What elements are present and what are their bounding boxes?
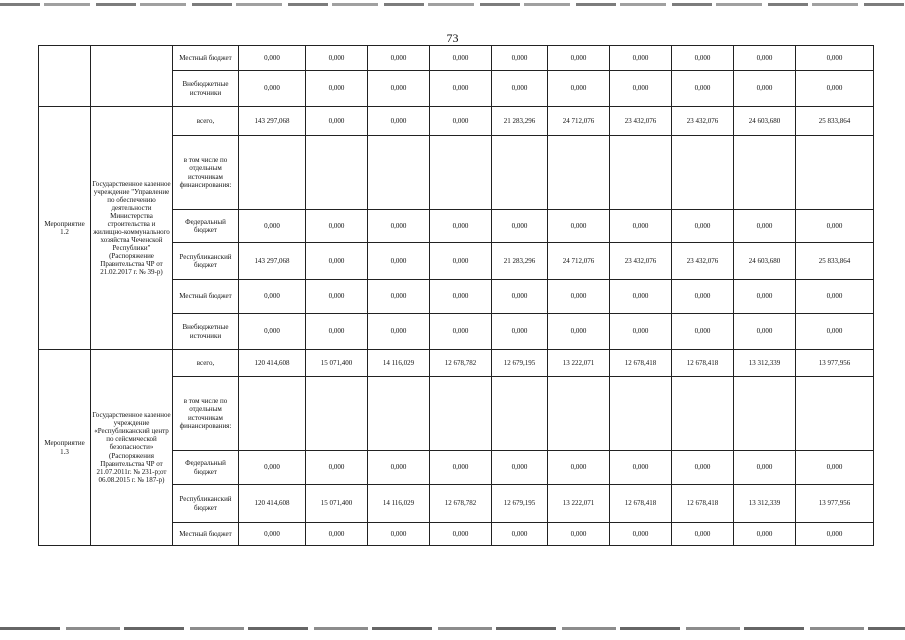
value-cell: 0,000 [430,451,492,485]
value-cell: 21 283,296 [492,107,548,136]
scan-border-top [0,3,905,6]
value-cell: 0,000 [430,243,492,280]
value-cell: 0,000 [672,523,734,546]
funding-source-cell: Местный бюджет [173,46,239,71]
value-cell: 0,000 [610,523,672,546]
table-row [39,46,874,71]
executor-cell: Государственное казенное учреждение «Республиканский центр по сейсмической безопасности» (Распоряжения Правительства ЧР от 21.07.2011г. № 231-р;от 06.08.2015 г. № 187-р) [91,350,173,546]
page-number: 73 [446,31,459,45]
value-cell: 13 977,956 [796,350,874,377]
value-cell: 25 833,864 [796,107,874,136]
funding-source-cell: Внебюджетные источники [173,314,239,350]
value-cell: 0,000 [548,210,610,243]
value-cell: 0,000 [548,46,610,71]
funding-source-cell: в том числе по отдельным источникам финансирования: [173,377,239,451]
value-cell [796,136,874,210]
value-cell: 24 603,680 [734,107,796,136]
value-cell: 14 116,029 [368,350,430,377]
funding-source-cell: в том числе по отдельным источникам финансирования: [173,136,239,210]
executor-cell: Государственное казенное учреждение "Управление по обеспечению деятельности Министерства строительства и жилищно-коммунального хозяйства Чеченской Республики" (Распоряжение Правительства ЧР от 21.02.2017 г. № 39-р) [91,107,173,350]
value-cell: 23 432,076 [610,243,672,280]
funding-source-cell: Федеральный бюджет [173,210,239,243]
value-cell: 14 116,029 [368,485,430,523]
value-cell: 0,000 [796,210,874,243]
value-cell: 0,000 [368,523,430,546]
value-cell: 0,000 [306,71,368,107]
value-cell: 0,000 [610,314,672,350]
value-cell: 0,000 [610,280,672,314]
value-cell: 0,000 [239,523,306,546]
value-cell: 23 432,076 [672,243,734,280]
value-cell: 0,000 [610,451,672,485]
value-cell: 12 678,782 [430,485,492,523]
value-cell [734,377,796,451]
value-cell [548,377,610,451]
value-cell: 0,000 [306,451,368,485]
value-cell: 143 297,068 [239,107,306,136]
value-cell: 0,000 [492,46,548,71]
value-cell [610,136,672,210]
value-cell [492,377,548,451]
value-cell: 0,000 [239,314,306,350]
value-cell: 0,000 [492,280,548,314]
value-cell: 0,000 [306,243,368,280]
value-cell: 0,000 [548,280,610,314]
value-cell: 0,000 [796,71,874,107]
value-cell [548,136,610,210]
value-cell: 0,000 [672,451,734,485]
value-cell: 0,000 [239,451,306,485]
value-cell: 0,000 [610,46,672,71]
value-cell: 0,000 [368,107,430,136]
table-row [39,350,874,377]
value-cell: 0,000 [672,71,734,107]
value-cell [368,136,430,210]
value-cell: 0,000 [430,210,492,243]
value-cell: 0,000 [734,280,796,314]
value-cell: 0,000 [492,314,548,350]
scan-border-bottom [0,627,905,630]
value-cell: 0,000 [368,280,430,314]
value-cell: 0,000 [430,280,492,314]
value-cell: 12 678,418 [672,350,734,377]
event-cell-continued [39,46,91,107]
value-cell: 0,000 [796,46,874,71]
value-cell: 23 432,076 [610,107,672,136]
event-name-cell: Мероприятие 1.2 [39,107,91,350]
value-cell: 0,000 [548,71,610,107]
value-cell: 21 283,296 [492,243,548,280]
value-cell: 12 678,782 [430,350,492,377]
value-cell [239,136,306,210]
value-cell: 0,000 [672,210,734,243]
value-cell: 0,000 [492,210,548,243]
value-cell: 0,000 [306,46,368,71]
value-cell: 0,000 [239,210,306,243]
value-cell: 0,000 [672,46,734,71]
value-cell [796,377,874,451]
value-cell: 24 712,076 [548,243,610,280]
value-cell: 15 071,400 [306,485,368,523]
funding-source-cell: всего, [173,107,239,136]
value-cell: 0,000 [548,451,610,485]
value-cell: 13 222,071 [548,350,610,377]
funding-source-cell: Местный бюджет [173,280,239,314]
value-cell [368,377,430,451]
value-cell: 0,000 [306,280,368,314]
value-cell: 0,000 [368,451,430,485]
event-name-cell: Мероприятие 1.3 [39,350,91,546]
value-cell [492,136,548,210]
funding-source-cell: Республиканский бюджет [173,243,239,280]
value-cell: 12 678,418 [672,485,734,523]
value-cell [610,377,672,451]
value-cell: 120 414,608 [239,485,306,523]
value-cell: 13 312,339 [734,350,796,377]
value-cell: 0,000 [368,210,430,243]
value-cell: 0,000 [734,46,796,71]
value-cell: 0,000 [734,71,796,107]
value-cell: 13 977,956 [796,485,874,523]
value-cell: 0,000 [492,71,548,107]
value-cell: 0,000 [306,107,368,136]
value-cell: 0,000 [548,523,610,546]
funding-source-cell: Республиканский бюджет [173,485,239,523]
value-cell: 12 678,418 [610,350,672,377]
value-cell: 0,000 [734,451,796,485]
value-cell: 0,000 [368,46,430,71]
value-cell [672,377,734,451]
value-cell [239,377,306,451]
value-cell: 12 678,418 [610,485,672,523]
value-cell: 0,000 [430,71,492,107]
value-cell [734,136,796,210]
value-cell: 0,000 [796,314,874,350]
value-cell: 13 222,071 [548,485,610,523]
value-cell: 143 297,068 [239,243,306,280]
value-cell: 0,000 [306,314,368,350]
value-cell: 0,000 [734,210,796,243]
value-cell: 0,000 [492,523,548,546]
value-cell: 0,000 [734,523,796,546]
value-cell: 0,000 [430,523,492,546]
funding-source-cell: всего, [173,350,239,377]
funding-source-cell: Внебюджетные источники [173,71,239,107]
value-cell: 0,000 [430,107,492,136]
value-cell: 0,000 [796,523,874,546]
value-cell: 0,000 [368,71,430,107]
value-cell: 13 312,339 [734,485,796,523]
value-cell: 15 071,400 [306,350,368,377]
table-row [39,107,874,136]
value-cell: 0,000 [239,71,306,107]
value-cell: 23 432,076 [672,107,734,136]
funding-source-cell: Федеральный бюджет [173,451,239,485]
value-cell: 0,000 [610,210,672,243]
value-cell: 0,000 [239,280,306,314]
value-cell: 0,000 [368,314,430,350]
value-cell: 24 603,680 [734,243,796,280]
value-cell: 0,000 [672,280,734,314]
value-cell: 24 712,076 [548,107,610,136]
value-cell: 0,000 [239,46,306,71]
value-cell: 0,000 [734,314,796,350]
value-cell: 0,000 [610,71,672,107]
value-cell: 0,000 [430,314,492,350]
budget-table [38,45,874,546]
value-cell: 0,000 [306,210,368,243]
value-cell: 0,000 [306,523,368,546]
value-cell: 0,000 [548,314,610,350]
funding-source-cell: Местный бюджет [173,523,239,546]
value-cell [430,377,492,451]
value-cell: 0,000 [492,451,548,485]
value-cell: 12 679,195 [492,350,548,377]
value-cell: 0,000 [672,314,734,350]
value-cell: 0,000 [368,243,430,280]
value-cell: 0,000 [430,46,492,71]
value-cell [672,136,734,210]
value-cell: 0,000 [796,280,874,314]
value-cell: 25 833,864 [796,243,874,280]
value-cell [306,136,368,210]
value-cell [430,136,492,210]
value-cell: 0,000 [796,451,874,485]
executor-cell-continued [91,46,173,107]
value-cell: 120 414,608 [239,350,306,377]
value-cell [306,377,368,451]
value-cell: 12 679,195 [492,485,548,523]
